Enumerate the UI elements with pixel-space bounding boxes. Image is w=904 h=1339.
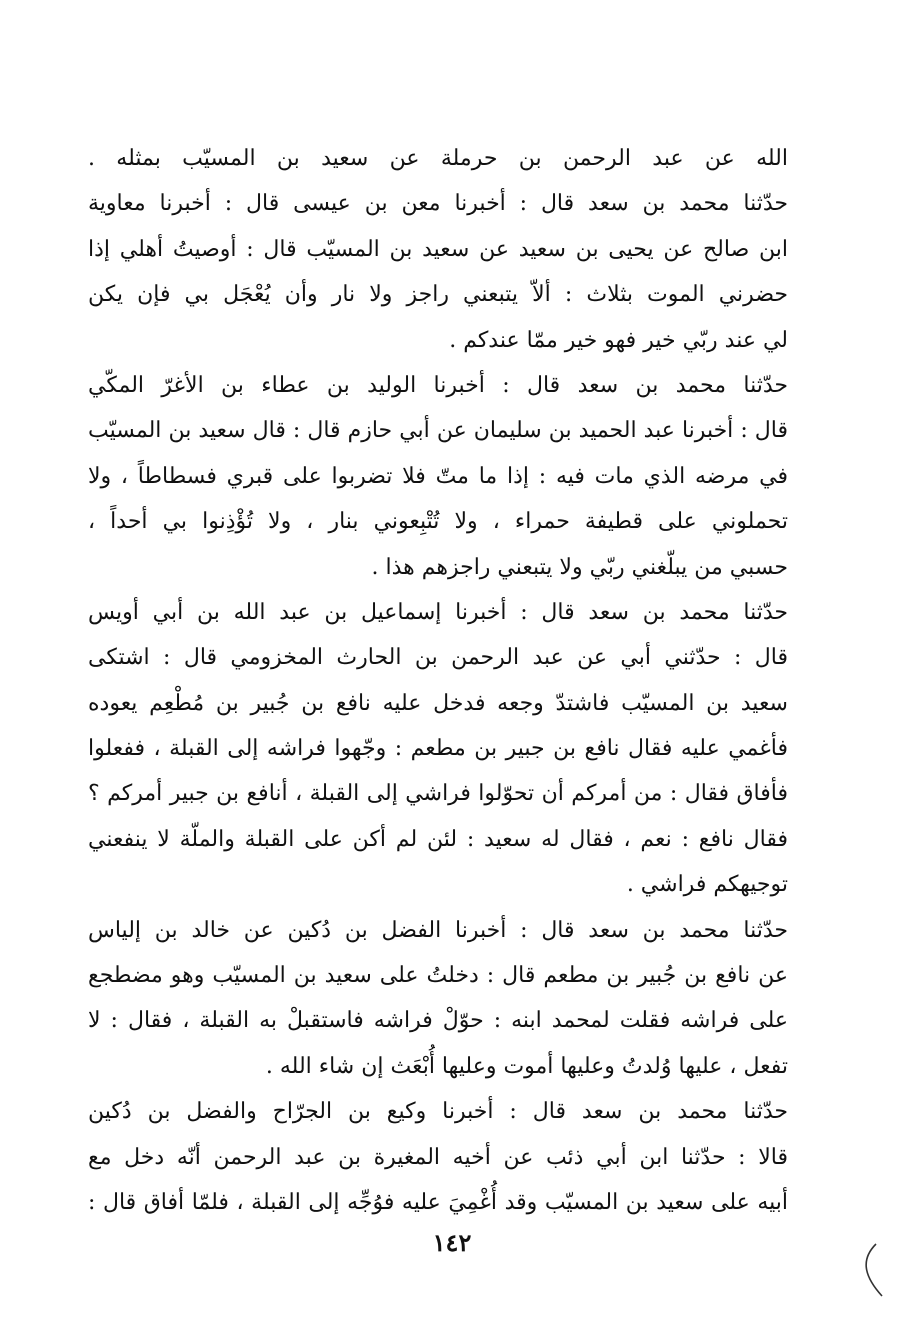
text-line: سعيد بن المسيّب فاشتدّ وجعه فدخل عليه نافع بن جُبير بن مُطْعِم يعوده [88,690,788,716]
text-line: حدّثنا محمد بن سعد قال : أخبرنا الوليد بن عطاء بن الأغرّ المكّي [88,372,788,398]
text-line: قال : حدّثني أبي عن عبد الرحمن بن الحارث المخزومي قال : اشتكى [88,645,788,671]
text-line: حدّثنا محمد بن سعد قال : أخبرنا وكيع بن الجرّاح والفضل بن دُكين [88,1099,788,1125]
text-line: حدّثنا محمد بن سعد قال : أخبرنا إسماعيل بن عبد الله بن أبي أويس [88,599,788,625]
text-line: قالا : حدّثنا ابن أبي ذئب عن أخيه المغيرة بن عبد الرحمن أنّه دخل مع [88,1144,788,1170]
text-line: لي عند ربّي خير فهو خير ممّا عندكم . [449,327,788,353]
text-line: عن نافع بن جُبير بن مطعم قال : دخلتُ على سعيد بن المسيّب وهو مضطجع [88,963,788,989]
text-line: قال : أخبرنا عبد الحميد بن سليمان عن أبي حازم قال : قال سعيد بن المسيّب [88,418,788,444]
text-line: فأغمي عليه فقال نافع بن جبير بن مطعم : وجّهوا فراشه إلى القبلة ، ففعلوا [88,736,788,762]
text-line: حدّثنا محمد بن سعد قال : أخبرنا معن بن عيسى قال : أخبرنا معاوية [88,191,788,217]
page-edge-mark [858,1240,888,1300]
body-text [88,136,788,1225]
text-line: في مرضه الذي مات فيه : إذا ما متّ فلا تضربوا على قبري فسطاطاً ، ولا [88,463,788,489]
text-line: تحملوني على قطيفة حمراء ، ولا تُتْبِعوني بنار ، ولا تُؤْذِنوا بي أحداً ، [88,509,788,535]
text-line: تفعل ، عليها وُلدتُ وعليها أموت وعليها أُبْعَث إن شاء الله . [265,1053,788,1079]
text-line: توجيهكم فراشي . [626,872,788,898]
text-line: فأفاق فقال : من أمركم أن تحوّلوا فراشي إلى القبلة ، أنافع بن جبير أمركم ؟ [88,781,788,807]
text-line: فقال نافع : نعم ، فقال له سعيد : لئن لم أكن على القبلة والملّة لا ينفعني [88,826,788,852]
page-number: ١٤٢ [432,1228,472,1257]
text-line: حضرني الموت بثلاث : ألاّ يتبعني راجز ولا نار وأن يُعْجَل بي فإن يكن [88,282,788,308]
text-line: حدّثنا محمد بن سعد قال : أخبرنا الفضل بن دُكين عن خالد بن إلياس [88,917,788,943]
text-line: ابن صالح عن يحيى بن سعيد عن سعيد بن المسيّب قال : أوصيتُ أهلي إذا [88,236,788,262]
text-line: حسبي من يبلّغني ربّي ولا يتبعني راجزهم هذا . [371,554,788,580]
text-line: أبيه على سعيد بن المسيّب وقد أُغْمِيَ عليه فوُجِّه إلى القبلة ، فلمّا أفاق قال : [88,1189,788,1215]
text-line: على فراشه فقلت لمحمد ابنه : حوّلْ فراشه فاستقبلْ به القبلة ، فقال : لا [88,1008,788,1034]
text-line: الله عن عبد الرحمن بن حرملة عن سعيد بن المسيّب بمثله . [88,146,788,171]
